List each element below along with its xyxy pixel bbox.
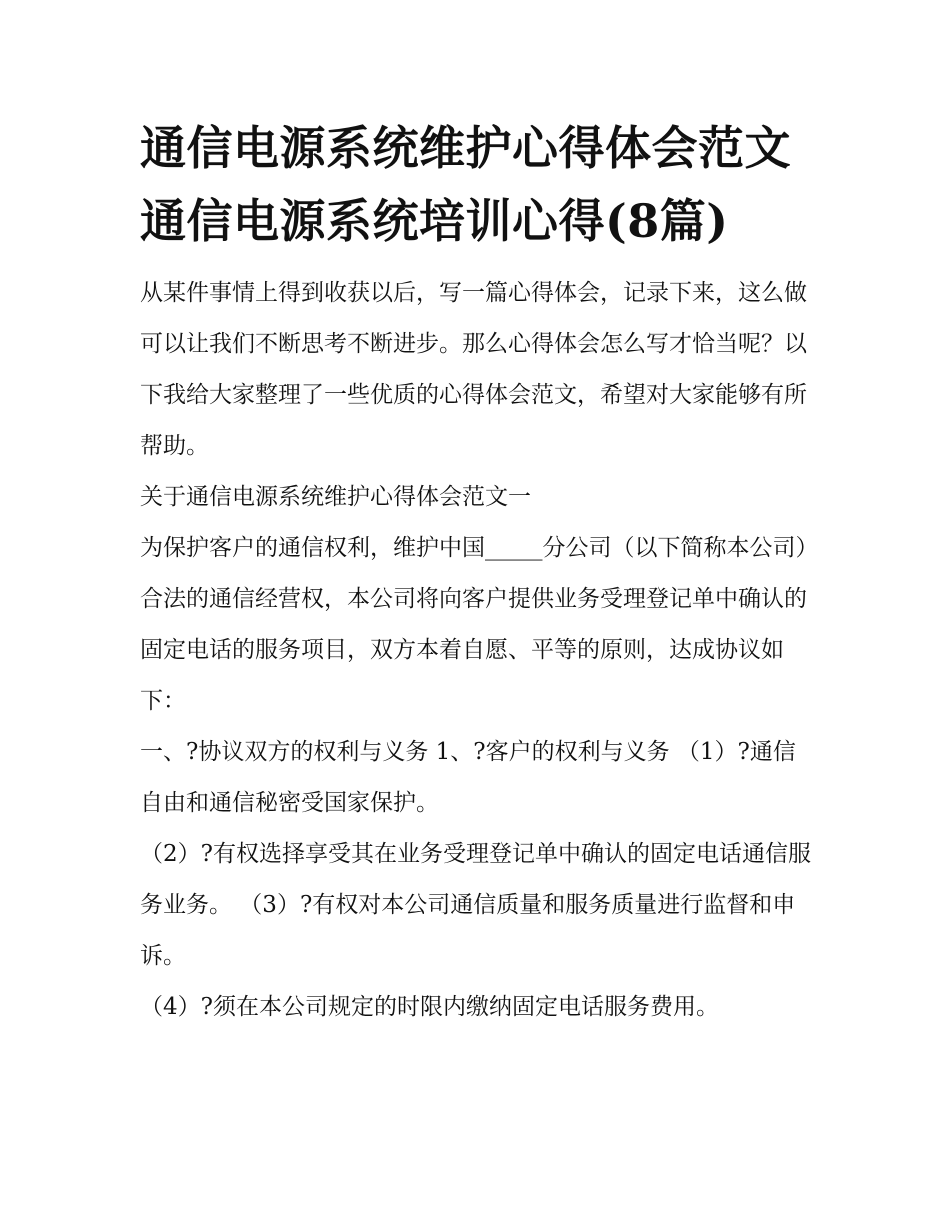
intro-paragraph: 从某件事情上得到收获以后，写一篇心得体会，记录下来，这么做可以让我们不断思考不断进步。那么心得体会怎么写才恰当呢？以下我给大家整理了一些优质的心得体会范文，希望对大家能够有所帮助。 (140, 280, 807, 459)
document-body (140, 268, 815, 1033)
body-paragraph: （4）?须在本公司规定的时限内缴纳固定电话服务费用。 (140, 994, 719, 1020)
body-paragraph: 一、?协议双方的权利与义务 1、?客户的权利与义务 （1）?通信自由和通信秘密受国家保护。 (140, 739, 796, 816)
section-heading: 关于通信电源系统维护心得体会范文一 (140, 484, 531, 510)
document-title: 通信电源系统维护心得体会范文 通信电源系统培训心得(8篇) (140, 121, 791, 248)
document-page (140, 112, 815, 1033)
body-paragraph: 为保护客户的通信权利，维护中国_____分公司（以下简称本公司）合法的通信经营权，本公司将向客户提供业务受理登记单中确认的固定电话的服务项目，双方本着自愿、平等的原则，达成协议如下： (140, 535, 807, 714)
body-paragraph: （2）?有权选择享受其在业务受理登记单中确认的固定电话通信服务业务。 （3）?有权对本公司通信质量和服务质量进行监督和申诉。 (140, 841, 811, 969)
